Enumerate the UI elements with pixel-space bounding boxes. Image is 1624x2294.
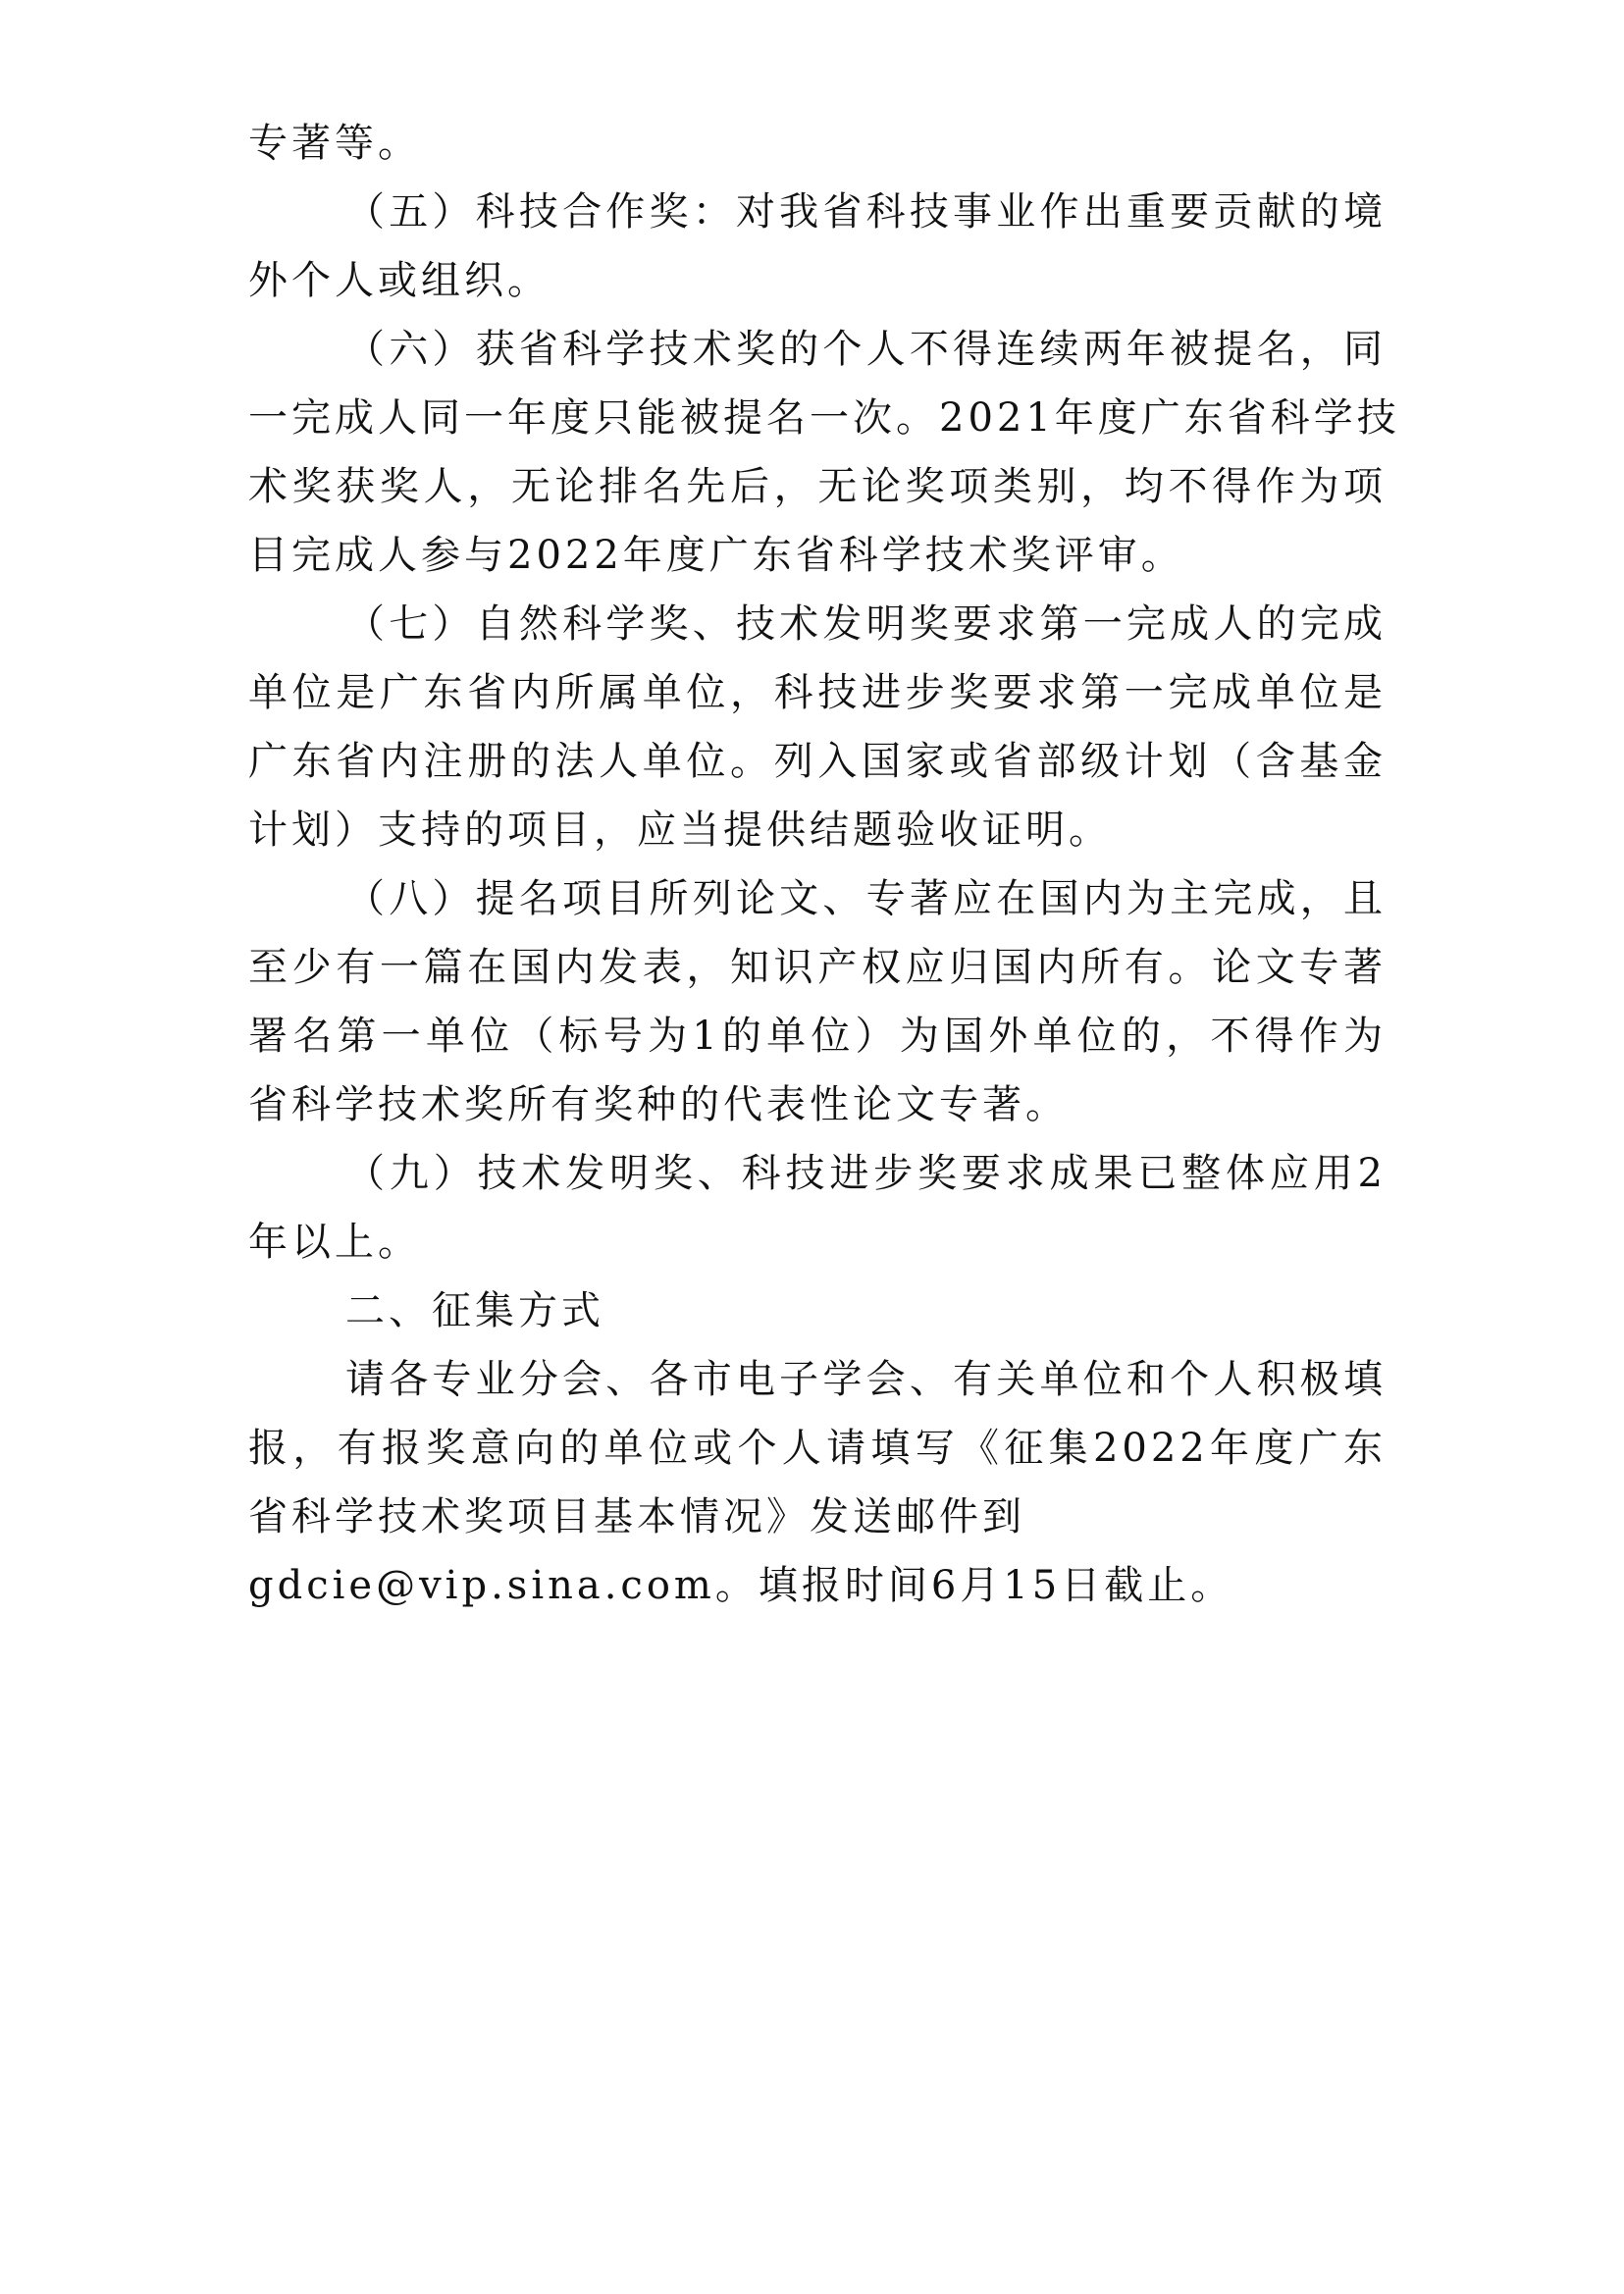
email-deadline-line: gdcie@vip.sina.com。填报时间6月15日截止。 xyxy=(248,1563,1234,1608)
text-line-item-7-start: （七）自然科学奖、技术发明奖要求第一完成人的完成 xyxy=(345,601,1387,647)
text-line-item-8-start: （八）提名项目所列论文、专著应在国内为主完成，且 xyxy=(345,876,1387,921)
text-line-paragraph-start: 请各专业分会、各市电子学会、有关单位和个人积极填 xyxy=(345,1357,1387,1402)
text-line: 广东省内注册的法人单位。列入国家或省部级计划（含基金 xyxy=(248,739,1387,784)
text-line: 署名第一单位（标号为1的单位）为国外单位的，不得作为 xyxy=(248,1014,1387,1059)
text-line: 至少有一篇在国内发表，知识产权应归国内所有。论文专著 xyxy=(248,945,1387,990)
text-line: 一完成人同一年度只能被提名一次。2021年度广东省科学技 xyxy=(248,395,1400,441)
section-heading: 二、征集方式 xyxy=(345,1288,604,1333)
text-line-item-9-start: （九）技术发明奖、科技进步奖要求成果已整体应用2 xyxy=(345,1151,1387,1196)
text-line-continuation: 专著等。 xyxy=(248,121,421,166)
text-line: 术奖获奖人，无论排名先后，无论奖项类别，均不得作为项 xyxy=(248,464,1387,509)
text-line: 外个人或组织。 xyxy=(248,258,550,303)
text-line: 报，有报奖意向的单位或个人请填写《征集2022年度广东 xyxy=(248,1426,1387,1471)
text-line: 单位是广东省内所属单位，科技进步奖要求第一完成单位是 xyxy=(248,670,1387,715)
text-line: 年以上。 xyxy=(248,1220,421,1265)
text-line: 计划）支持的项目，应当提供结题验收证明。 xyxy=(248,808,1112,853)
text-line: 目完成人参与2022年度广东省科学技术奖评审。 xyxy=(248,533,1184,578)
text-line-item-5-start: （五）科技合作奖：对我省科技事业作出重要贡献的境 xyxy=(345,189,1387,235)
text-line-item-6-start: （六）获省科学技术奖的个人不得连续两年被提名，同 xyxy=(345,327,1387,372)
text-line: 省科学技术奖所有奖种的代表性论文专著。 xyxy=(248,1082,1069,1127)
text-line: 省科学技术奖项目基本情况》发送邮件到 xyxy=(248,1494,1025,1539)
